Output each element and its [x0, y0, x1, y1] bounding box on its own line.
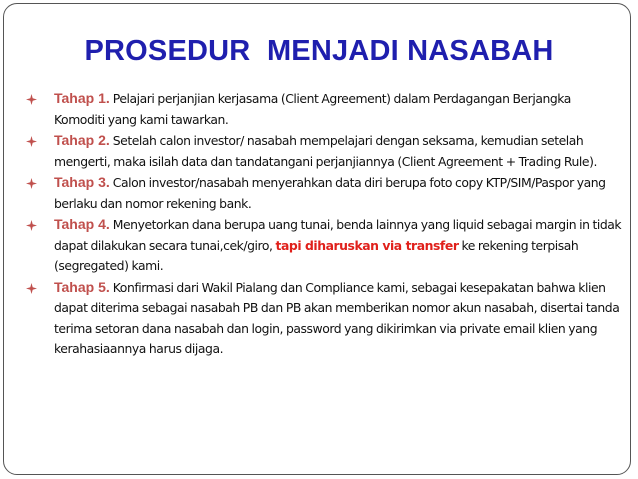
step-label: Tahap 3.	[54, 174, 110, 190]
step-item-2	[24, 130, 624, 172]
step-item-3	[24, 172, 624, 214]
diamond-bullet-icon	[26, 94, 37, 105]
diamond-bullet-icon	[26, 178, 37, 189]
diamond-bullet-icon	[26, 283, 37, 294]
step-text-before: Menyetorkan dana berupa uang tunai, benda lainnya yang liquid sebagai margin in tidak dapat dilakukan secara tunai,cek/giro,	[54, 217, 622, 253]
step-text: Konfirmasi dari Wakil Pialang dan Compliance kami, sebagai kesepakatan bahwa klien dapat diterima sebagai nasabah PB dan PB akan memberikan nomor akun nasabah, disertai tanda terima setoran dana nasabah dan login, password yang dikirimkan via private email klien yang kerahasiaannya harus dijaga.	[54, 279, 620, 356]
transfer-highlight: tapi diharuskan via transfer	[275, 237, 459, 253]
step-text: Pelajari perjanjian kerjasama (Client Agreement) dalam Perdagangan Berjangka Komoditi yang kami tawarkan.	[54, 91, 571, 127]
steps-list	[24, 88, 624, 360]
step-item-4	[24, 214, 624, 277]
step-text: Calon investor/nasabah menyerahkan data diri berupa foto copy KTP/SIM/Paspor yang berlaku dan nomor rekening bank.	[54, 175, 606, 211]
step-label: Tahap 2.	[54, 132, 110, 148]
step-item-1	[24, 88, 624, 130]
diamond-bullet-icon	[26, 136, 37, 147]
step-label: Tahap 4.	[54, 216, 110, 232]
step-label: Tahap 5.	[54, 278, 110, 295]
page-title: PROSEDUR MENJADI NASABAH	[84, 35, 554, 67]
step-text-after: ke rekening terpisah (segregated) kami.	[54, 237, 579, 273]
step-item-5	[24, 277, 624, 360]
step-label: Tahap 1.	[54, 90, 110, 106]
step-text: Setelah calon investor/ nasabah mempelajari dengan seksama, kemudian setelah mengerti, maka isilah data dan tandatangani perjanjiannya (Client Agreement + Trading Rule).	[54, 133, 597, 169]
diamond-bullet-icon	[26, 220, 37, 231]
